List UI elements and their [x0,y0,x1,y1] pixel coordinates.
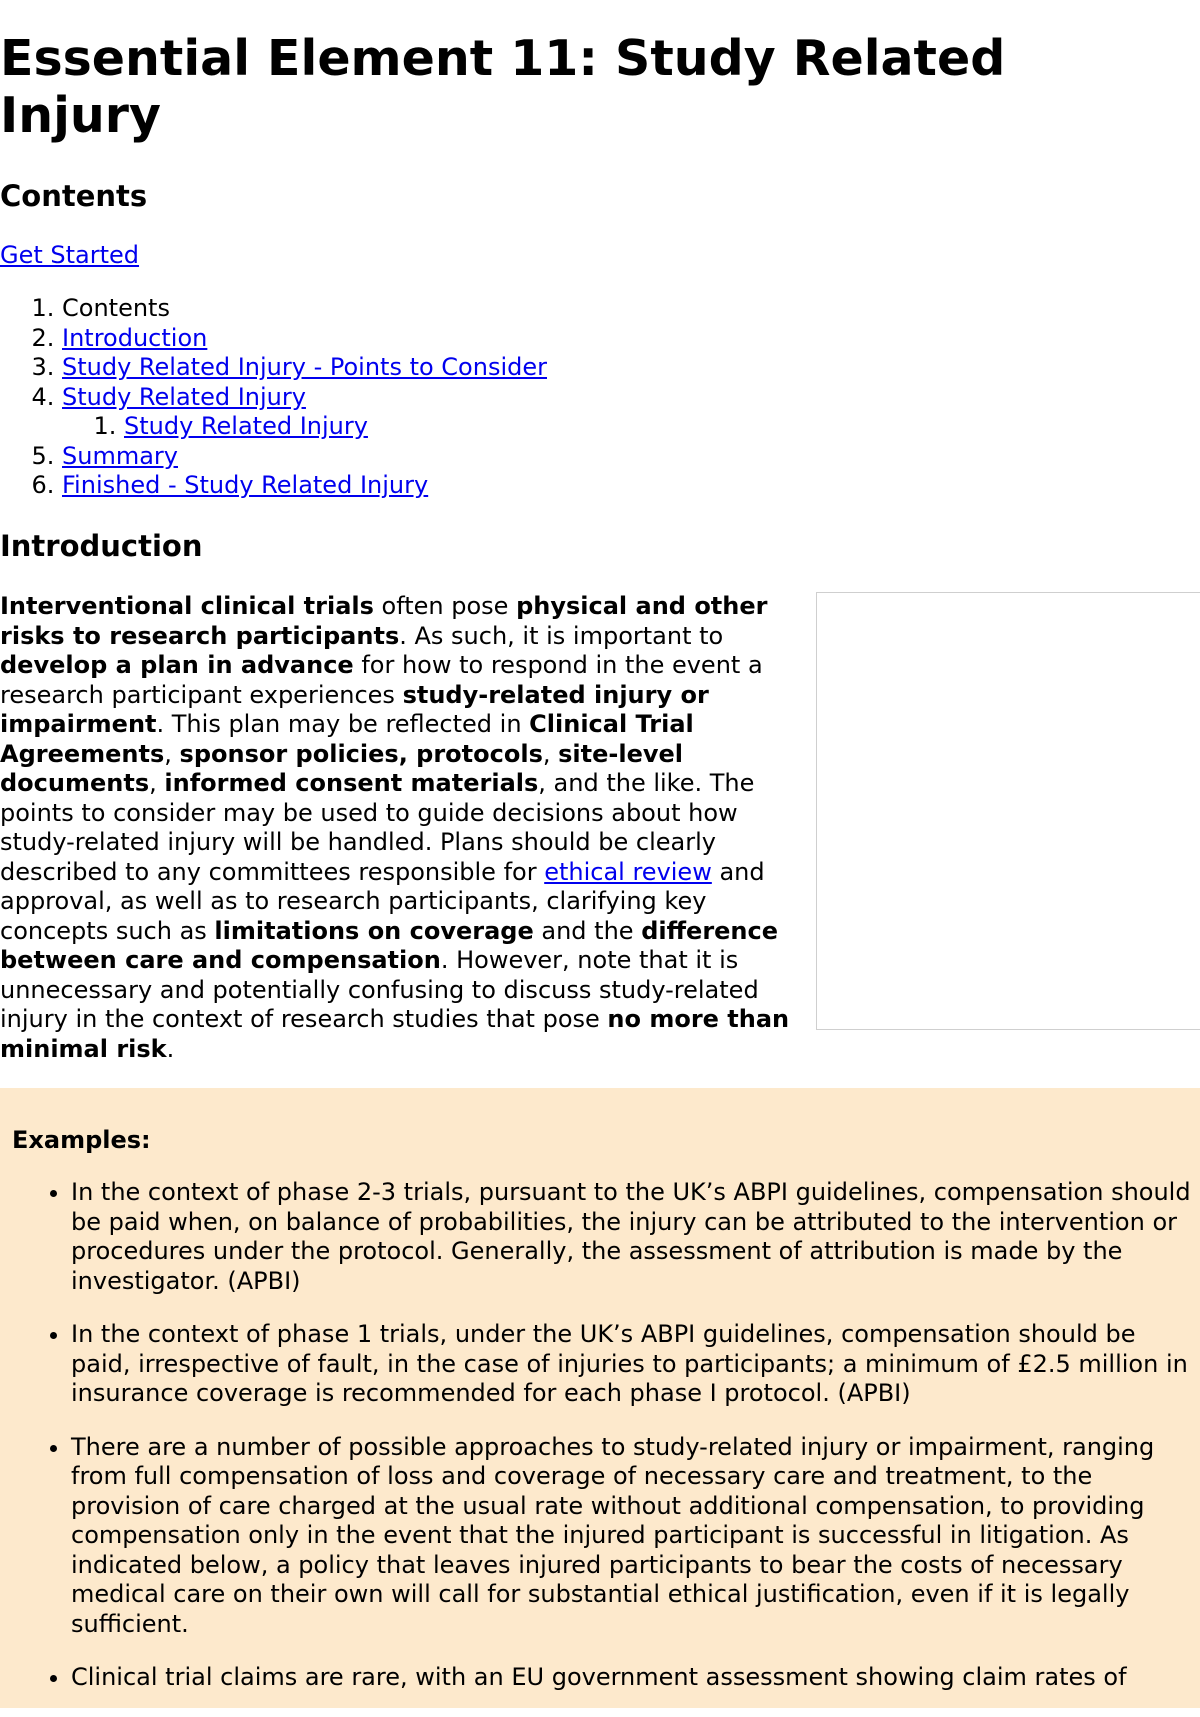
intro-bold-site: site-level documents [0,739,683,797]
toc-item-introduction [62,324,547,354]
examples-title: Examples: [12,1126,151,1154]
ethical-review-link[interactable]: ethical review [544,857,712,886]
intro-bold-consent: informed consent materials [164,769,539,797]
toc-subitem-study-related-injury [124,412,547,442]
toc-item-finished [62,471,547,501]
toc-link-points-to-consider[interactable]: Study Related Injury - Points to Consider [62,353,547,381]
example-item: • There are a number of possible approaches to study-related injury or impairment, ranging from full compensation of loss and coverage of necessary care and treatment, to the provision of care charged at the usual rate without additional compensation, to providing compensation only in the event that the injured participant is successful in litigation. As indicated below, a policy that leaves injured participants to bear the costs of necessary medical care on their own will call for substantial ethical justification, even if it is legally sufficient. [71,1433,1191,1640]
intro-bold-sponsor: sponsor policies, protocols [179,739,543,768]
example-item: • Clinical trial claims are rare, with an EU government assessment showing claim rates of [71,1663,1191,1693]
table-of-contents [0,294,547,501]
intro-bold-risks: physical and other risks to research participants [0,592,768,650]
intro-bold-injury: study-related injury or impairment [0,680,709,738]
intro-bold-limitations: limitations on coverage [214,916,534,945]
toc-item-summary [62,442,547,472]
intro-text: often pose [373,592,517,620]
toc-item-points-to-consider [62,353,547,383]
intro-text: . This plan may be reflected in [156,710,530,738]
intro-text: . As such, it is important to [399,621,724,650]
intro-text: . However, note that it is unnecessary and potentially confusing to discuss study-related injury in the context of research studies that pose [0,946,759,1033]
intro-bold-plan: develop a plan in advance [0,651,354,679]
examples-box [0,1088,1200,1708]
intro-text: and the [533,916,642,945]
intro-bold-cta: Clinical Trial Agreements [0,710,694,768]
examples-list [0,1178,1191,1717]
get-started-link[interactable]: Get Started [0,241,140,269]
intro-bold-interventional: Interventional clinical trials [0,592,374,620]
toc-link-sub-study-related-injury[interactable]: Study Related Injury [124,412,368,440]
intro-text: for how to respond in the event a research participant experiences [0,651,763,709]
toc-sublist [62,412,547,442]
toc-link-finished[interactable]: Finished - Study Related Injury [62,471,429,499]
intro-text: , [164,739,180,768]
introduction-paragraph [0,592,812,1064]
intro-text: , and the like. The points to consider may be used to guide decisions about how study-related injury will be handled. Plans should be clearly described to any committees responsible for [0,769,755,886]
introduction-heading: Introduction [0,529,203,563]
intro-bold-minimal-risk: no more than minimal risk [0,1005,790,1063]
page-title: Essential Element 11: Study Related Injury [0,30,1006,144]
toc-item-contents: 1. Contents [62,294,547,324]
example-item: • In the context of phase 2-3 trials, pursuant to the UK’s ABPI guidelines, compensation should be paid when, on balance of probabilities, the injury can be attributed to the intervention or procedures under the protocol. Generally, the assessment of attribution is made by the investigator. (APBI) [71,1178,1191,1296]
toc-link-introduction[interactable]: Introduction [62,323,208,352]
contents-heading: Contents [0,179,148,213]
toc-item-study-related-injury [62,383,547,442]
intro-text: , [149,769,165,797]
image-placeholder [816,592,1200,1030]
intro-text: . [166,1034,175,1063]
example-item: • In the context of phase 1 trials, under the UK’s ABPI guidelines, compensation should be paid, irrespective of fault, in the case of injuries to participants; a minimum of £2.5 million in insurance coverage is recommended for each phase I protocol. (APBI) [71,1320,1191,1409]
intro-text: , [542,739,559,768]
intro-bold-difference: difference between care and compensation [0,916,779,974]
intro-text: and approval, as well as to research participants, clarifying key concepts such as [0,857,765,945]
toc-link-study-related-injury[interactable]: Study Related Injury [62,382,306,411]
toc-link-summary[interactable]: Summary [62,441,178,470]
